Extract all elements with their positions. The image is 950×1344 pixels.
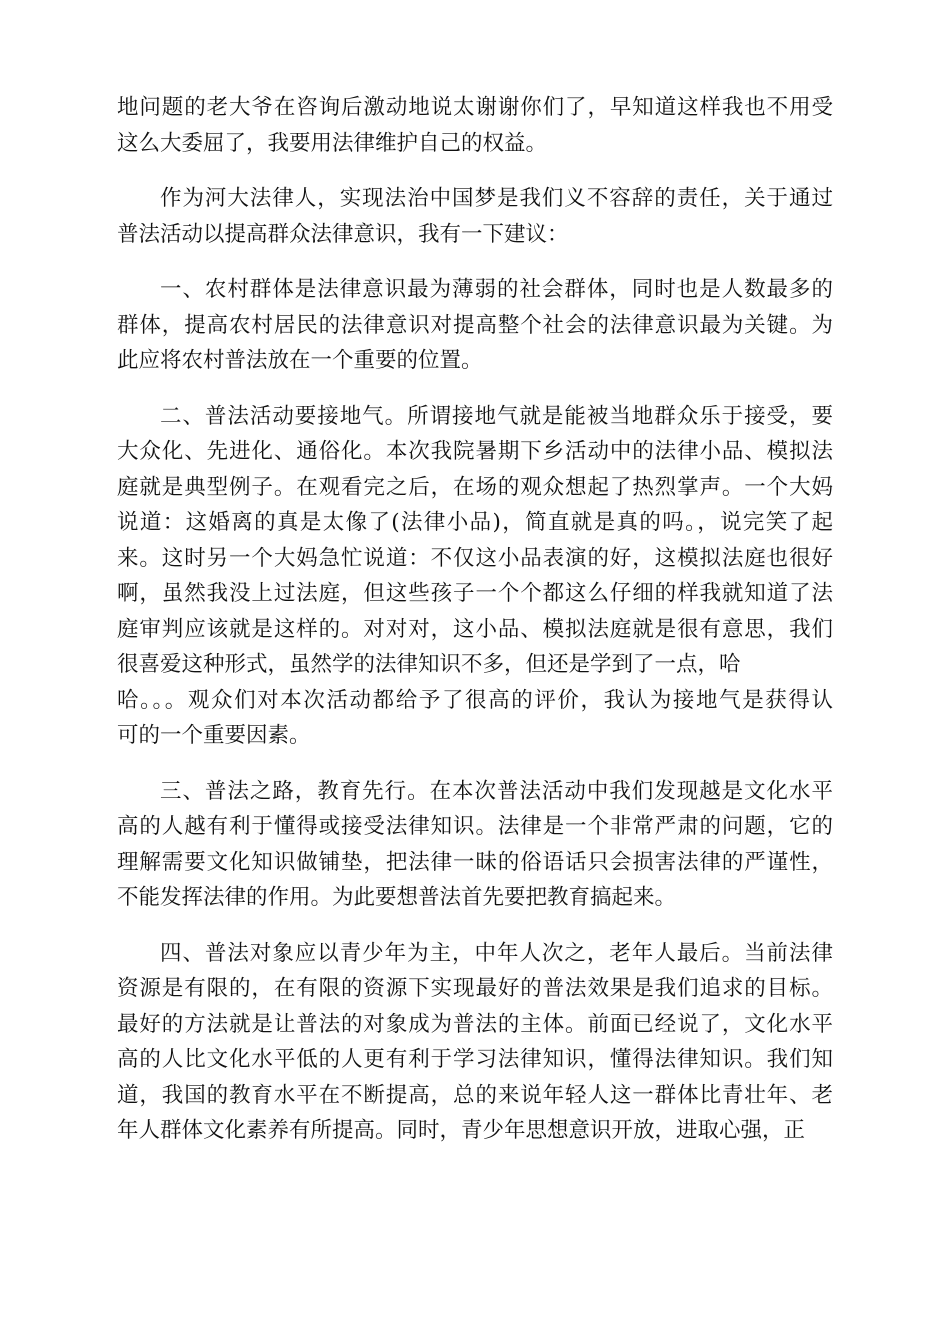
text-line: 啊，虽然我没上过法庭，但这些孩子一个个都这么仔细的样我就知道了法 — [117, 581, 833, 606]
text-line: 来。这时另一个大妈急忙说道：不仅这小品表演的好，这模拟法庭也很好 — [117, 545, 833, 571]
text-line: 资源是有限的，在有限的资源下实现最好的普法效果是我们追求的目标。 — [117, 976, 833, 1001]
text-line: 高的人比文化水平低的人更有利于学习法律知识，懂得法律知识。我们知 — [117, 1047, 833, 1072]
text-line: 不能发挥法律的作用。为此要想普法首先要把教育搞起来。 — [117, 885, 677, 910]
text-line: 年人群体文化素养有所提高。同时，青少年思想意识开放，进取心强，正 — [117, 1118, 806, 1143]
text-line: 庭审判应该就是这样的。对对对，这小品、模拟法庭就是很有意思，我们 — [117, 616, 833, 642]
text-line: 可的一个重要因素。 — [117, 723, 311, 748]
paragraph — [117, 272, 833, 379]
text-line: 这么大委屈了，我要用法律维护自己的权益。 — [117, 130, 548, 156]
text-line: 此应将农村普法放在一个重要的位置。 — [117, 348, 483, 373]
text-line: 三、普法之路，教育先行。在本次普法活动中我们发现越是文化水平 — [160, 778, 833, 804]
text-line: 高的人越有利于懂得或接受法律知识。法律是一个非常严肃的问题，它的 — [117, 814, 833, 839]
text-line: 作为河大法律人，实现法治中国梦是我们义不容辞的责任，关于通过 — [160, 186, 833, 211]
text-line: 哈。。。观众们对本次活动都给予了很高的评价，我认为接地气是获得认 — [117, 687, 833, 713]
text-line: 最好的方法就是让普法的对象成为普法的主体。前面已经说了，文化水平 — [117, 1011, 833, 1037]
paragraph — [117, 90, 833, 161]
text-line: 大众化、先进化、通俗化。本次我院暑期下乡活动中的法律小品、模拟法 — [117, 439, 833, 464]
paragraph — [117, 936, 833, 1149]
paragraph — [117, 181, 833, 252]
text-line: 四、普法对象应以青少年为主，中年人次之，老年人最后。当前法律 — [160, 940, 833, 966]
text-line: 一、农村群体是法律意识最为薄弱的社会群体，同时也是人数最多的 — [160, 277, 833, 302]
text-line: 很喜爱这种形式，虽然学的法律知识不多，但还是学到了一点，哈 — [117, 652, 741, 677]
text-line: 地问题的老大爷在咨询后激动地说太谢谢你们了，早知道这样我也不用受 — [117, 95, 833, 120]
text-line: 庭就是典型例子。在观看完之后，在场的观众想起了热烈掌声。一个大妈 — [117, 474, 833, 500]
text-line: 普法活动以提高群众法律意识，我有一下建议： — [117, 221, 569, 247]
text-line: 二、普法活动要接地气。所谓接地气就是能被当地群众乐于接受，要 — [160, 403, 833, 429]
text-line: 道，我国的教育水平在不断提高，总的来说年轻人这一群体比青壮年、老 — [117, 1082, 833, 1108]
text-line: 说道：这婚离的真是太像了(法律小品)，简直就是真的吗。，说完笑了起 — [117, 510, 833, 535]
paragraph — [117, 399, 833, 754]
document-body — [117, 90, 833, 1169]
text-line: 理解需要文化知识做铺垫，把法律一昧的俗语话只会损害法律的严谨性， — [117, 849, 833, 875]
paragraph — [117, 774, 833, 916]
text-line: 群体，提高农村居民的法律意识对提高整个社会的法律意识最为关键。为 — [117, 312, 833, 338]
